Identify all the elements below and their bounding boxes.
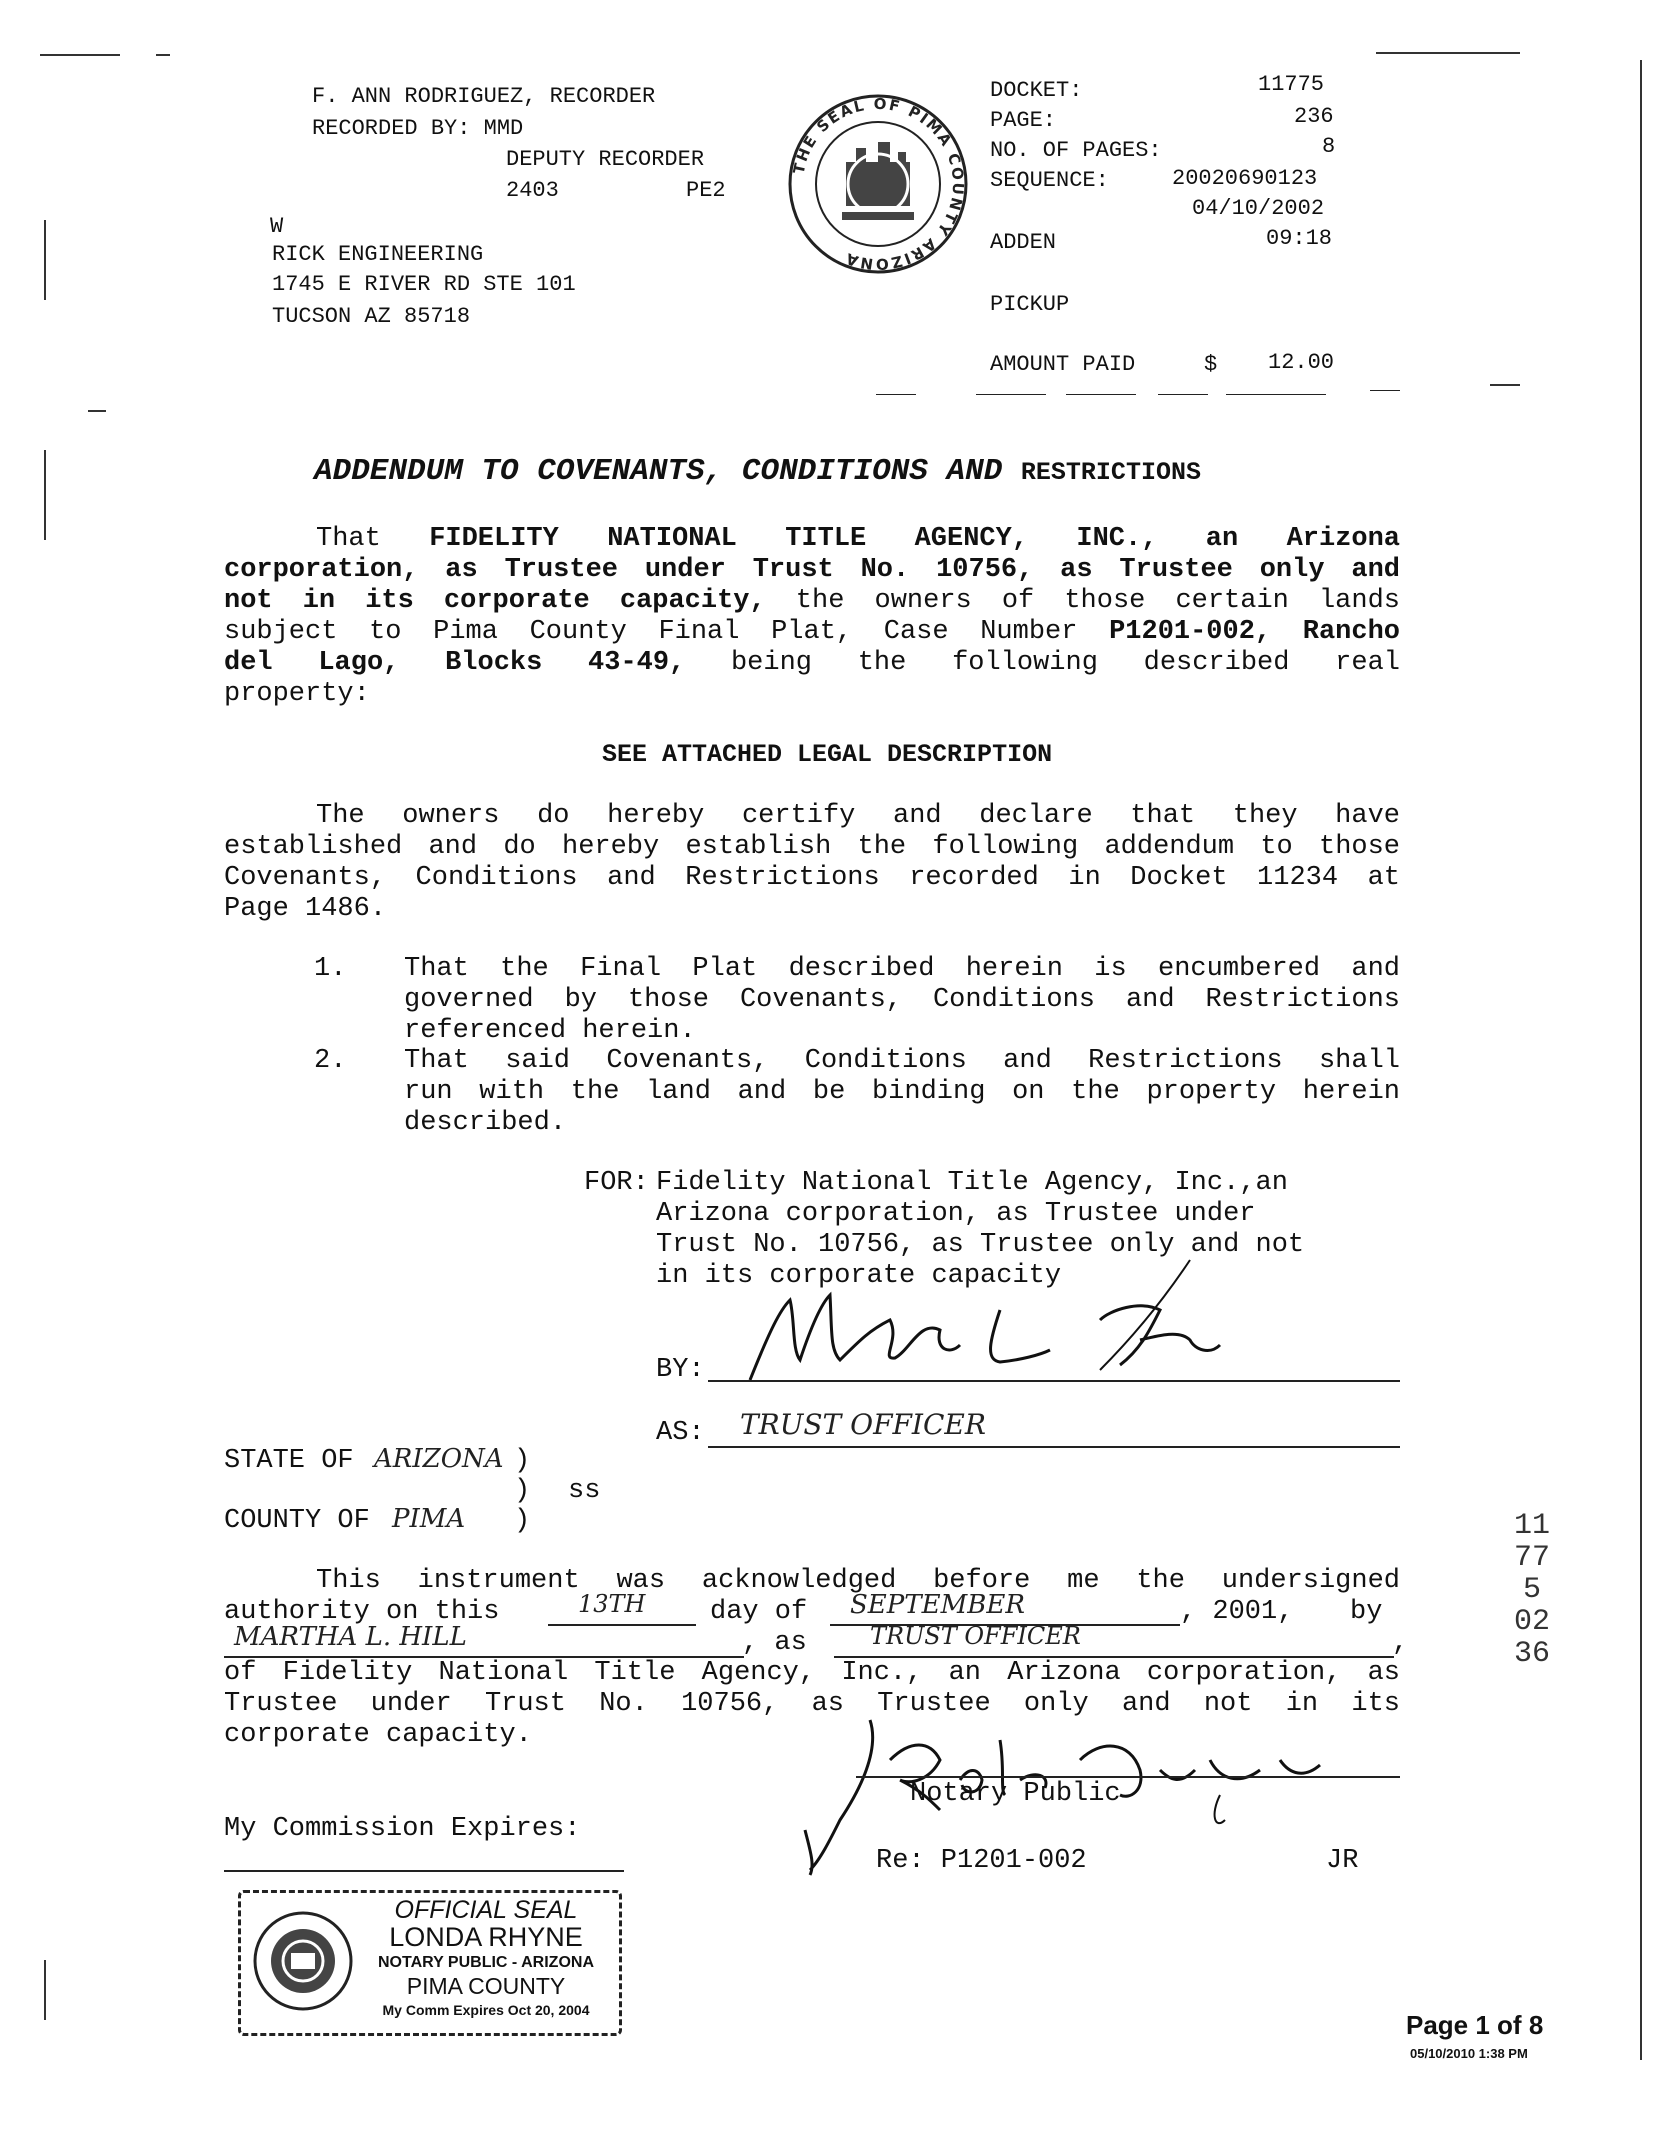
state-label: STATE OF <box>224 1446 354 1476</box>
text-segment: being the following described real <box>685 648 1400 678</box>
ack-name: MARTHA L. HILL <box>234 1622 467 1652</box>
item-2 <box>404 1046 1400 1139</box>
bold-segment: not in its corporate capacity, <box>224 586 766 616</box>
addressee-line: 1745 E RIVER RD STE 101 <box>272 272 576 297</box>
re-case: Re: P1201-002 <box>876 1846 1087 1876</box>
addressee-line: RICK ENGINEERING <box>272 242 484 267</box>
side-docket-number: 11775 0236 <box>1513 1509 1550 1671</box>
dash-line <box>1066 394 1136 395</box>
paragraph-line: Covenants, Conditions and Restrictions recorded in Docket 11234 at <box>224 863 1400 893</box>
title-italic: ADDENDUM TO COVENANTS, CONDITIONS AND <box>314 454 1003 489</box>
bold-segment: P1201-002, Rancho <box>1109 617 1400 647</box>
county-label: COUNTY OF <box>224 1506 370 1536</box>
jr-initials: JR <box>1326 1846 1359 1876</box>
amount-currency: $ <box>1204 352 1218 377</box>
scan-mark <box>156 54 170 56</box>
ack-role: TRUST OFFICER <box>870 1622 1081 1650</box>
recorded-by: RECORDED BY: MMD <box>312 116 524 141</box>
paragraph-line <box>224 648 1400 679</box>
ack-day-of: day of <box>710 1597 808 1627</box>
ack-year: , 2001, <box>1180 1597 1294 1627</box>
page-value: 236 <box>1294 104 1334 129</box>
sequence-value: 20020690123 <box>1172 166 1318 191</box>
county-value: PIMA <box>392 1504 466 1534</box>
by-label: BY: <box>656 1355 705 1385</box>
scan-mark <box>44 220 46 300</box>
dash-line <box>1158 394 1208 395</box>
text-segment: subject to Pima County Final Plat, Case Number <box>224 617 1110 647</box>
comma: , <box>1392 1628 1409 1658</box>
text-segment: the owners of those certain lands <box>765 586 1400 616</box>
paragraph-line <box>224 555 1400 586</box>
paragraph-line <box>224 586 1400 617</box>
paragraph-line: established and do hereby establish the following addendum to those <box>224 832 1400 862</box>
paragraph-certify <box>224 801 1400 925</box>
scan-mark <box>44 450 46 540</box>
item-number: 1. <box>314 954 347 984</box>
paragraph-line <box>224 617 1400 648</box>
ss-label: ss <box>568 1476 601 1506</box>
day-line <box>548 1624 696 1626</box>
bracket: ) <box>514 1506 531 1536</box>
dash-line <box>876 394 916 395</box>
as-value: TRUST OFFICER <box>740 1408 986 1441</box>
recorder-code-2: PE2 <box>686 178 726 203</box>
item-line: governed by those Covenants, Conditions and Restrictions <box>404 985 1400 1015</box>
scan-mark <box>1376 52 1520 54</box>
ack-month: SEPTEMBER <box>850 1590 1025 1620</box>
state-value: ARIZONA <box>374 1444 504 1474</box>
deputy-recorder: DEPUTY RECORDER <box>506 147 705 172</box>
docket-label: DOCKET: <box>990 78 1083 103</box>
stamp-line: My Comm Expires Oct 20, 2004 <box>382 2002 590 2018</box>
martha-hill-signature <box>720 1250 1240 1390</box>
for-line: Arizona corporation, as Trustee under <box>656 1199 1256 1229</box>
pages-value: 8 <box>1322 134 1336 159</box>
print-datetime: 05/10/2010 1:38 PM <box>1410 2046 1528 2061</box>
commission-line <box>224 1870 624 1872</box>
paragraph-line: Page 1486. <box>224 894 387 924</box>
addressee-line: TUCSON AZ 85718 <box>272 304 471 329</box>
item-1 <box>404 954 1400 1047</box>
paragraph-line <box>224 524 1400 555</box>
item-line: That the Final Plat described herein is encumbered and <box>404 954 1400 984</box>
dash-line <box>1226 394 1326 395</box>
dash-line <box>1370 390 1400 391</box>
bold-segment: FIDELITY NATIONAL TITLE AGENCY, INC., an Arizona <box>429 524 1401 554</box>
stamp-line: NOTARY PUBLIC - ARIZONA <box>378 1954 594 1971</box>
ack-by: by <box>1350 1597 1383 1627</box>
docket-value: 11775 <box>1258 72 1325 97</box>
amount-label: AMOUNT PAID <box>990 352 1136 377</box>
bold-segment: corporation, as Trustee under Trust No. 10756, as Trustee only and <box>224 555 1400 585</box>
ack-day: 13TH <box>578 1590 646 1618</box>
ack-line-2: authority on this <box>224 1597 500 1627</box>
amount-value: 12.00 <box>1268 350 1335 375</box>
stamp-line: OFFICIAL SEAL <box>394 1896 578 1924</box>
arizona-seal-icon <box>251 1909 355 2013</box>
for-line: Trust No. 10756, as Trustee only and not <box>656 1230 1305 1260</box>
adden-label: ADDEN <box>990 230 1057 255</box>
stamp-line: LONDA RHYNE <box>389 1922 583 1952</box>
notary-line <box>856 1776 1400 1778</box>
pages-label: NO. OF PAGES: <box>990 138 1162 163</box>
paragraph-owners <box>224 524 1400 710</box>
ack-line-1: This instrument was acknowledged before me the undersigned <box>316 1566 1400 1596</box>
item-number: 2. <box>314 1046 347 1076</box>
scan-mark <box>88 410 106 412</box>
for-line: in its corporate capacity <box>656 1261 1062 1291</box>
bracket: ) <box>514 1476 531 1506</box>
pima-county-seal <box>786 92 970 276</box>
bracket: ) <box>514 1446 531 1476</box>
sequence-label: SEQUENCE: <box>990 168 1109 193</box>
ack-as: , as <box>742 1628 807 1658</box>
notary-public-label: Notary Public <box>910 1779 1121 1809</box>
page-label: PAGE: <box>990 108 1057 133</box>
item-line: referenced herein. <box>404 1016 696 1046</box>
pickup-label: PICKUP <box>990 292 1070 317</box>
paragraph-line <box>224 679 1400 710</box>
see-attached-heading: SEE ATTACHED LEGAL DESCRIPTION <box>602 740 1053 769</box>
dash-line <box>976 394 1046 395</box>
recorder-name: F. ANN RODRIGUEZ, RECORDER <box>312 84 656 109</box>
title-tail: RESTRICTIONS <box>1020 458 1201 487</box>
as-line <box>708 1446 1400 1448</box>
ack-line-4: of Fidelity National Title Agency, Inc., an Arizona corporation, as Trustee under Trust No. 10756, as Trustee only and not in its corporate capacity. <box>224 1658 1400 1750</box>
for-line: Fidelity National Title Agency, Inc.,an <box>656 1168 1288 1198</box>
stamp-line: PIMA COUNTY <box>406 1973 566 1999</box>
item-line: run with the land and be binding on the property herein <box>404 1077 1400 1107</box>
commission-label: My Commission Expires: <box>224 1814 581 1844</box>
text-segment: That <box>316 524 430 554</box>
recorder-code: 2403 <box>506 178 559 203</box>
paragraph-line: The owners do hereby certify and declare that they have <box>316 801 1400 831</box>
item-line: That said Covenants, Conditions and Restrictions shall <box>404 1046 1400 1076</box>
scan-mark <box>40 54 120 56</box>
w-mark: W <box>270 214 284 239</box>
recording-date: 04/10/2002 <box>1192 196 1325 221</box>
bold-segment: del Lago, Blocks 43-49, <box>224 648 686 678</box>
for-label: FOR: <box>584 1168 649 1198</box>
scan-mark <box>1640 60 1642 2060</box>
scan-mark <box>44 1960 46 2020</box>
as-label: AS: <box>656 1418 705 1448</box>
recording-time: 09:18 <box>1266 226 1333 251</box>
page-count: Page 1 of 8 <box>1406 2010 1544 2040</box>
seal-text: THE SEAL OF PIMA COUNTY ARIZONA <box>789 94 968 274</box>
document-title <box>314 454 1201 489</box>
item-line: described. <box>404 1108 567 1138</box>
scan-mark <box>1490 384 1520 386</box>
notary-stamp <box>238 1890 622 2036</box>
text-segment: property: <box>224 679 370 709</box>
